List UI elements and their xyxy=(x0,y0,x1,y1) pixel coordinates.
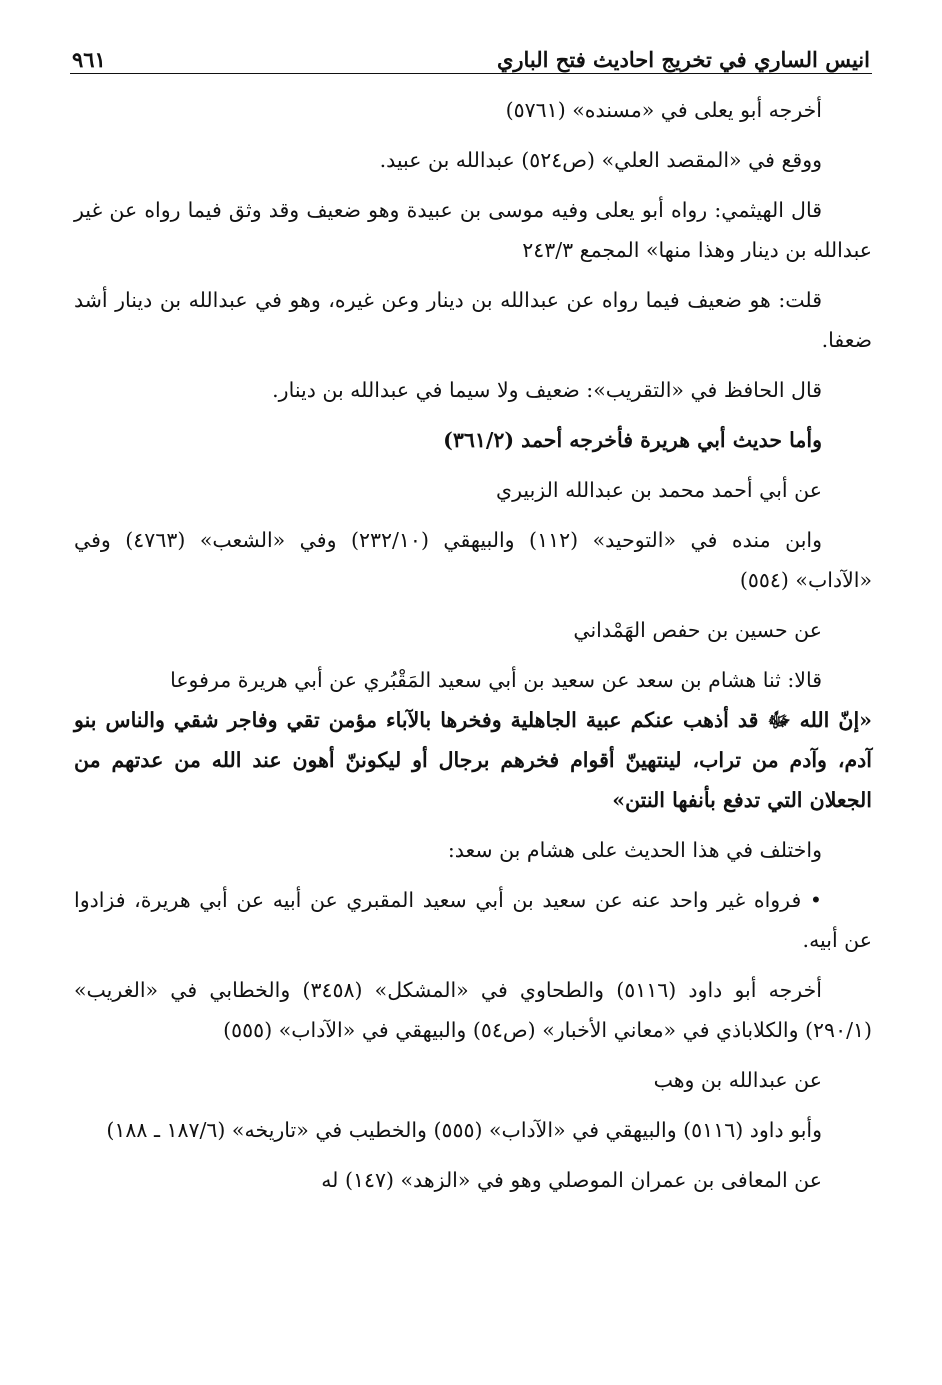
header-rule xyxy=(70,73,872,74)
paragraph-15: وأبو داود (٥١١٦) والبيهقي في «الآداب» (٥٥٥) والخطيب في «تاريخه» (١٨٧/٦ ـ ١٨٨) xyxy=(106,1118,822,1142)
hadith-text: «إنّ الله ﷻ قد أذهب عنكم عبية الجاهلية وفخرها بالآباء مؤمن تقي وفاجر شقي والناس بنو آدم، وآدم من تراب، لينتهينّ أقوام فخرهم برجال أو ليكوننّ أهون عند الله من عدتهم من الجعلان التي تدفع بأنفها النتن» xyxy=(74,708,872,812)
page-number: ٩٦١ xyxy=(72,47,106,72)
paragraph-11: واختلف في هذا الحديث على هشام بن سعد: xyxy=(447,838,822,862)
paragraph-14: عن عبدالله بن وهب xyxy=(653,1068,822,1092)
paragraph-3: قال الهيثمي: رواه أبو يعلى وفيه موسى بن عبيدة وهو ضعيف وقد وثق فيما رواه عن غير عبدالله بن دينار وهذا منها» المجمع ٢٤٣/٣ xyxy=(74,198,872,262)
paragraph-5: قال الحافظ في «التقريب»: ضعيف ولا سيما في عبدالله بن دينار. xyxy=(272,378,822,402)
isnad-line: قالا: ثنا هشام بن سعد عن سعيد بن أبي سعيد المَقْبُري عن أبي هريرة مرفوعا xyxy=(170,668,822,692)
paragraph-1: أخرجه أبو يعلى في «مسنده» (٥٧٦١) xyxy=(505,98,822,122)
hadith-block xyxy=(74,660,872,820)
paragraph-12: • فرواه غير واحد عنه عن سعيد بن أبي سعيد المقبري عن أبيه عن أبي هريرة، فزادوا عن أبيه. xyxy=(74,888,872,952)
paragraph-9: عن حسين بن حفص الهَمْداني xyxy=(573,618,822,642)
paragraph-6: وأما حديث أبي هريرة فأخرجه أحمد (٣٦١/٢) xyxy=(443,428,822,452)
running-header xyxy=(72,38,870,72)
page-body xyxy=(74,90,872,1210)
paragraph-7: عن أبي أحمد محمد بن عبدالله الزبيري xyxy=(496,478,822,502)
paragraph-4: قلت: هو ضعيف فيما رواه عن عبدالله بن دينار وعن غيره، وهو في عبدالله بن دينار أشد ضعفا. xyxy=(74,288,872,352)
book-title: انيس الساري في تخريج احاديث فتح الباري xyxy=(496,47,870,72)
paragraph-16: عن المعافى بن عمران الموصلي وهو في «الزهد» (١٤٧) له xyxy=(321,1168,822,1192)
paragraph-8: وابن منده في «التوحيد» (١١٢) والبيهقي (٢٣٢/١٠) وفي «الشعب» (٤٧٦٣) وفي «الآداب» (٥٥٤) xyxy=(74,528,872,592)
paragraph-2: ووقع في «المقصد العلي» (ص٥٢٤) عبدالله بن عبيد. xyxy=(379,148,822,172)
paragraph-13: أخرجه أبو داود (٥١١٦) والطحاوي في «المشكل» (٣٤٥٨) والخطابي في «الغريب» (٢٩٠/١) والكلاباذي في «معاني الأخبار» (ص٥٤) والبيهقي في «الآداب» (٥٥٥) xyxy=(74,978,872,1042)
